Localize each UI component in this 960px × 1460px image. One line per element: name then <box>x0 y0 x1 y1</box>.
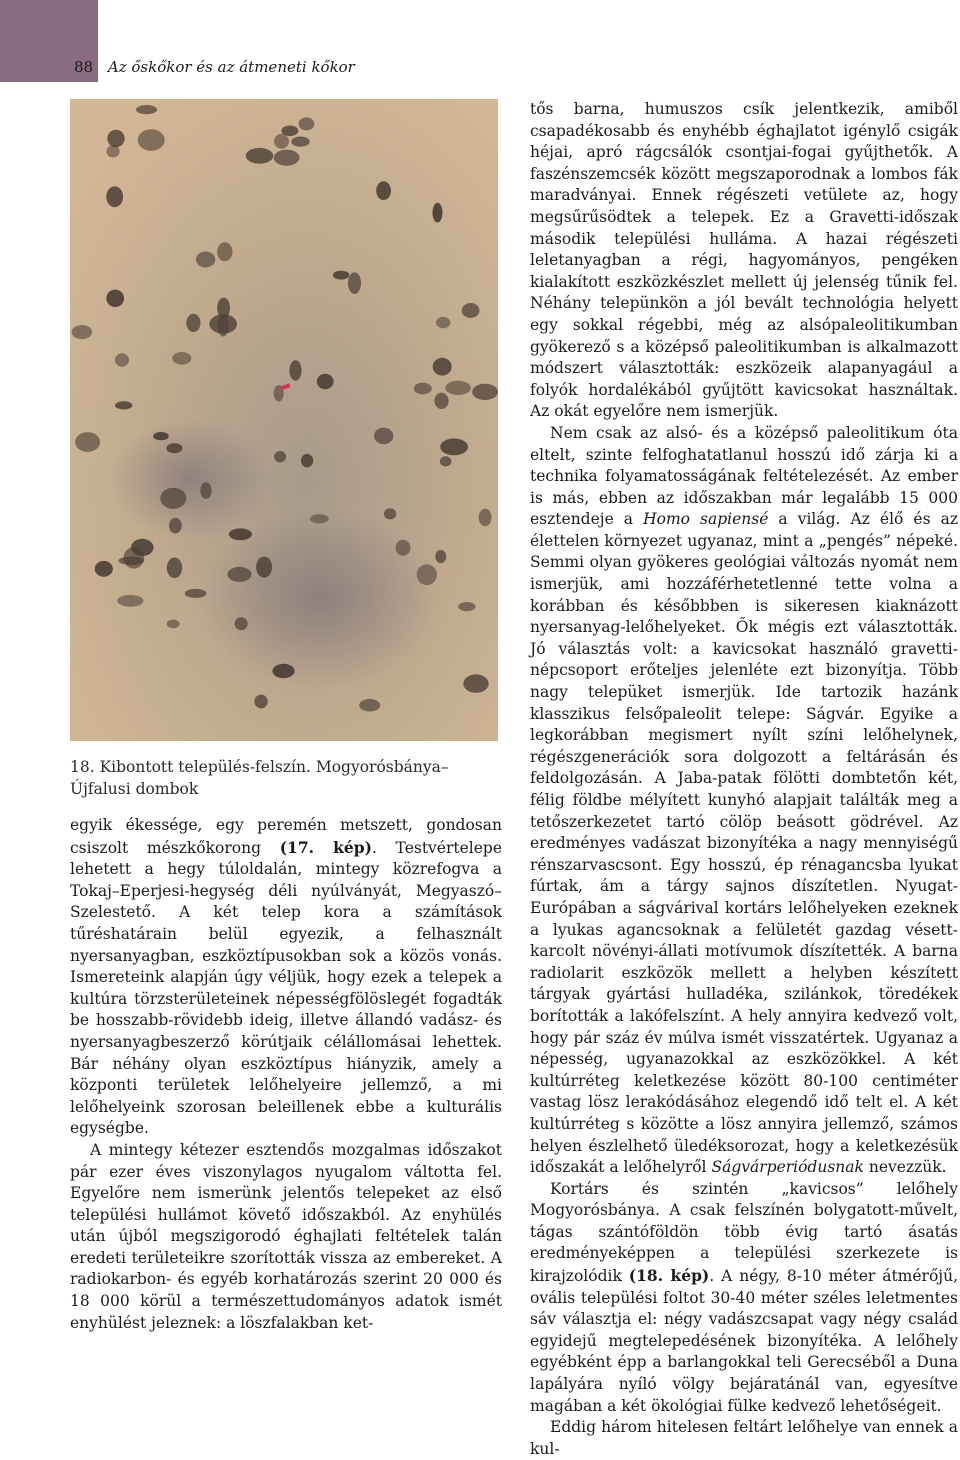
stone <box>299 117 315 130</box>
stone <box>235 617 248 630</box>
left-paragraph-2: A mintegy kétezer esztendős mozgalmas időszakot pár ezer éves viszonylagos nyugalom váltotta fel. Egyelőre nem ismerünk jelentős telepeket az első települési hullámot követő időszakból. Az enyhülés után újból megszigorodó éghajlati feltételek talán eredeti területeikre szorították vissza az embereket. A radiokarbon- és egyéb korhatározás szerint 20 000 és 18 000 körül a természettudományos adatok ismét enyhülést jeleznek: a löszfalakban ket- <box>70 1140 502 1332</box>
right-paragraph-2: Nem csak az alsó- és a középső paleolitikum óta eltelt, szinte felfoghatatlanul hosszú idő zárja ki a technika folyamatosságának feltételezését. Az ember is más, ebben az időszakban már legalább 15 000 esztendeje a Homo sapiensé a világ. Az élő és az élettelen környezet ugyanaz, mint a „pengés” népeké. Semmi olyan gyökeres geológiai változás nyomát nem ismerjük, ami hozzáférhetetlenné tette volna a korábban és későbbben is sikeresen kiaknázott nyersanyag-lelőhelyeket. Ők mégis ezt választották. Jó választás volt: a kavicsokat használó gravetti-népcsoport erőteljes jelenléte ezt bizonyítja. Több nagy telepüket ismerjük. Ide tartozik hazánk klasszikus felsőpaleolit telepe: Ságvár. Egyike a legkorábban megismert nyílt színi lelőhelynek, régészgenerációk sora dolgozott a feltárásán és feldolgozásán. A Jaba-patak fölötti dombtetőn két, félig földbe mélyített kunyhó alapjait találták meg a tetőszerkezetet tartó cölöp beásott gödrével. Az eredményes vadászat bizonyítéka a nagy mennyiségű rénszarvascsont. Egy hosszú, ép rénagancsba lyukat fúrtak, ám a tárgy sajnos díszítetlen. Nyugat-Európában a ságvárival kortárs lelőhelyeken ezeknek a lyukas agancsoknak a felületét gazdag vésett-karcolt növényi-állati motívumok díszítették. A barna radiolarit eszközök mellett a helyben készített tárgyak gyártási hulladéka, szilánkok, töredékek borították a lakófelszínt. A hely annyira kedvező volt, hogy pár száz év múlva ismét visszatértek. Ugyanaz a népesség, ugyanazokkal az eszközökkel. A két kultúrréteg keletkezése között 80-100 centiméter vastag lösz lerakódásához elegendő idő telt el. A két kultúrréteg s közötte a lösz annyira jellemző, számos helyen észlelhető üledéksorozat, hogy a keletkezésük időszakát a lelőhelyről Ságvárperiódusnak nevezzük. <box>530 423 958 1177</box>
stone <box>106 145 119 157</box>
stone <box>138 129 165 151</box>
stone <box>167 620 180 629</box>
stone <box>117 595 143 607</box>
stone <box>196 252 215 268</box>
stone <box>479 509 492 526</box>
stone <box>462 303 480 318</box>
stone <box>254 695 267 709</box>
left-paragraph-1: egyik ékessége, egy peremén metszett, gondosan csiszolt mészkőkorong (17. kép). Testvértelepe lehetett a hegy túloldalán, mintegy közrefogva a Tokaj–Eperjesi-hegység déli nyúlványát, Megyaszó–Szelestető. A két telep kora a számítások tűréshatárain belül egyezik, a felhasznált nyersanyagban, eszköztípusokban sok a közös vonás. Ismereteink alapján úgy véljük, hogy ezek a telepek a kultúra törzsterületeinek népességfölöslegét fogadták be hosszabb-rövidebb ideig, illetve állandó vadász- és nyersanyagbeszerző körútjaik célállomásai lehettek. Bár néhány olyan eszköztípus hiányzik, amely a központi területek lelőhelyeire jellemző, a mi lelőhelyeink szorosan beleillenek ebbe a kulturális egységbe. <box>70 816 503 1138</box>
right-paragraph-1: tős barna, humuszos csík jelentkezik, amiből csapadékosabb és enyhébb éghajlatot igénylő csigák héjai, apró rágcsálók csontjai-fogai gyűjthetők. A faszénszemcsék között megszaporodnak a lombos fák maradványai. Ennek régészeti vetülete az, hogy megsűrűsödtek a telepek. Ez a Gravetti-időszak második települési hulláma. A hazai régészeti leletanyagban a régi, hagyományos, pengéken kialakított eszközkészlet mellett új jelenség tűnik fel. Néhány telepünkön a jól bevált technológia helyett egy sokkal régebbi, még az alsópaleolitikumban gyökerező s a középső paleolitikumban is alkalmazott módszert választották: eszközeik alapanyagául a folyók hordalékából gyűjtött kavicsokat használtak. Az okát egyelőre nem ismerjük. <box>530 100 958 421</box>
stone <box>433 358 452 376</box>
right-text-column <box>530 99 958 1460</box>
stone <box>274 451 286 462</box>
stone <box>274 134 289 149</box>
page-number: 88 <box>74 58 94 76</box>
stone <box>434 393 448 409</box>
stone <box>160 488 186 509</box>
stone <box>440 439 468 456</box>
running-header <box>74 58 355 76</box>
stone <box>414 383 432 395</box>
stone <box>200 482 211 499</box>
stone <box>246 148 274 164</box>
stone <box>348 272 361 294</box>
stone <box>458 602 475 611</box>
stone <box>359 699 380 712</box>
stone <box>115 401 132 409</box>
stone <box>289 360 301 381</box>
stone <box>281 126 298 137</box>
stone <box>291 137 309 147</box>
stone <box>106 290 124 307</box>
stone <box>217 242 232 261</box>
stone <box>75 432 100 452</box>
stone <box>374 428 393 445</box>
chapter-title: Az őskőkor és az átmeneti kőkor <box>107 58 355 76</box>
stone <box>445 381 471 395</box>
stone <box>256 557 272 578</box>
excavation-photo <box>70 99 498 741</box>
stone <box>166 443 182 453</box>
stone <box>317 374 334 390</box>
stone <box>167 557 182 578</box>
stone <box>396 540 411 556</box>
italic-term: Ságvárperiódusnak <box>711 1158 864 1177</box>
right-paragraph-3: Kortárs és szintén „kavicsos” lelőhely Mogyorósbánya. A csak felszínén bolygatott-művelt, tágas szántóföldön több évig tartó ásatás eredményeképpen a települési szerkezete is kirajzolódik (18. kép). A négy, 8-10 méter átmérőjű, ovális települési foltot 30-40 méter széles leletmentes sáv választja el: négy vadászcsapat vagy négy család egyidejű megtelepedésének bizonyítéka. A lelőhely egyébként épp a barlangokkal teli Gerecséből a Duna lapályára nyíló völgy bejáratánál van, egyesítve magában a két ökológiai fülke kedvező lehetőségeit. <box>530 1179 959 1415</box>
stone <box>169 518 182 534</box>
stone <box>185 589 207 598</box>
stone <box>186 314 200 332</box>
stone <box>72 325 93 339</box>
stone <box>95 561 113 577</box>
stone <box>107 130 124 148</box>
stone <box>136 105 157 114</box>
stone <box>417 564 437 585</box>
stone <box>376 181 391 200</box>
stone <box>472 384 498 400</box>
stone <box>228 567 252 582</box>
stone <box>435 550 446 563</box>
stone <box>310 514 329 523</box>
stone <box>463 674 488 692</box>
left-text-column <box>70 815 502 1334</box>
figure-reference: (17. kép) <box>279 837 372 857</box>
stone <box>209 314 237 333</box>
stone <box>124 547 145 569</box>
stone <box>153 432 169 440</box>
stone <box>115 353 129 366</box>
stone <box>433 203 443 223</box>
stone <box>106 186 123 207</box>
stone <box>333 271 349 280</box>
stone <box>436 317 450 328</box>
italic-term: Homo sapiensé <box>643 510 769 529</box>
figure-caption: 18. Kibontott település-felszín. Mogyorósbánya–Újfalusi dombok <box>70 758 449 798</box>
stone <box>172 352 191 365</box>
figure-reference: (18. kép) <box>628 1266 710 1286</box>
stone <box>229 528 252 540</box>
right-paragraph-4: Eddig három hitelesen feltárt lelőhelye van ennek a kul- <box>530 1418 958 1458</box>
stone <box>440 456 452 466</box>
stone <box>274 150 300 166</box>
stone <box>301 454 313 467</box>
stone <box>384 508 396 519</box>
stone <box>272 664 294 678</box>
